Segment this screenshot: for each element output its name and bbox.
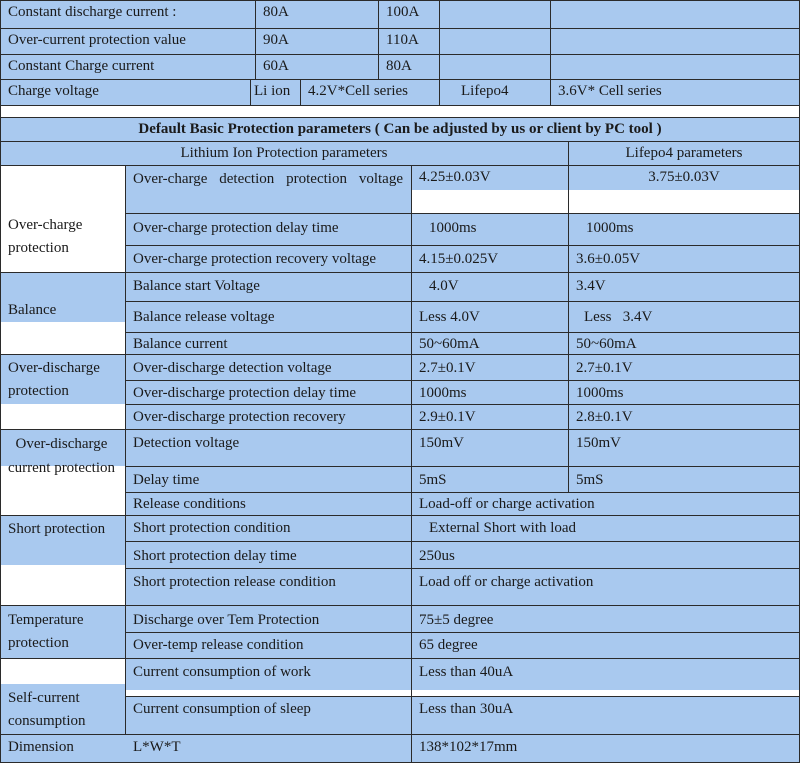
over-discharge-delay-li: 1000ms — [411, 380, 568, 404]
constant-charge-label: Constant Charge current — [0, 54, 255, 79]
constant-discharge-value-2: 100A — [378, 0, 439, 28]
group-temperature-protection: Temperature protection — [0, 605, 125, 658]
over-charge-delay-lfp: 1000ms — [568, 213, 800, 245]
over-discharge-recovery-lfp: 2.8±0.1V — [568, 404, 800, 429]
spacer-row — [0, 105, 800, 117]
balance-release-lfp: Less 3.4V — [568, 301, 800, 332]
over-charge-delay-label: Over-charge protection delay time — [125, 213, 411, 245]
charge-voltage-li-ion-label: Li ion — [250, 79, 300, 105]
dimension-format: L*W*T — [125, 734, 411, 763]
charge-voltage-lifepo4-value: 3.6V* Cell series — [550, 79, 800, 105]
over-current-label: Over-current protection value — [0, 28, 255, 54]
balance-start-label: Balance start Voltage — [125, 272, 411, 301]
over-temp-release-label: Over-temp release condition — [125, 632, 411, 658]
over-discharge-detection-label: Over-discharge detection voltage — [125, 354, 411, 380]
blank-cell — [550, 0, 800, 28]
release-conditions-value: Load-off or charge activation — [411, 492, 800, 515]
dimension-value: 138*102*17mm — [411, 734, 800, 763]
over-current-value-2: 110A — [378, 28, 439, 54]
over-discharge-detection-li: 2.7±0.1V — [411, 354, 568, 380]
section-title: Default Basic Protection parameters ( Can be adjusted by us or client by PC tool ) — [0, 117, 800, 141]
over-charge-delay-li: 1000ms — [411, 213, 568, 245]
group-over-discharge-protection: Over-discharge protection — [0, 354, 125, 404]
blank-cell — [439, 54, 550, 79]
blank-cell — [0, 565, 125, 605]
constant-discharge-label: Constant discharge current : — [0, 0, 255, 28]
over-discharge-recovery-label: Over-discharge protection recovery — [125, 404, 411, 429]
over-charge-recovery-label: Over-charge protection recovery voltage — [125, 245, 411, 272]
short-delay-value: 250us — [411, 541, 800, 568]
discharge-over-temp-label: Discharge over Tem Protection — [125, 605, 411, 632]
group-short-protection: Short protection — [0, 515, 125, 565]
over-discharge-recovery-li: 2.9±0.1V — [411, 404, 568, 429]
balance-start-li: 4.0V — [411, 272, 568, 301]
blank-cell — [439, 28, 550, 54]
consumption-sleep-label: Current consumption of sleep — [125, 696, 411, 734]
balance-release-label: Balance release voltage — [125, 301, 411, 332]
blank-cell — [568, 190, 800, 213]
over-temp-release-value: 65 degree — [411, 632, 800, 658]
balance-current-li: 50~60mA — [411, 332, 568, 354]
over-charge-detection-label: Over-charge detection protection voltage — [125, 165, 411, 213]
short-condition-value: External Short with load — [411, 515, 800, 541]
column-header-lithium-ion: Lithium Ion Protection parameters — [0, 141, 568, 165]
over-charge-recovery-lfp: 3.6±0.05V — [568, 245, 800, 272]
over-discharge-delay-lfp: 1000ms — [568, 380, 800, 404]
balance-current-label: Balance current — [125, 332, 411, 354]
group-over-discharge-current-protection: Over-discharge current protection — [7, 436, 116, 476]
consumption-sleep-value: Less than 30uA — [411, 696, 800, 734]
constant-charge-value-1: 60A — [255, 54, 378, 79]
blank-cell — [550, 28, 800, 54]
column-header-lifepo4: Lifepo4 parameters — [568, 141, 800, 165]
discharge-over-temp-value: 75±5 degree — [411, 605, 800, 632]
over-discharge-detection-lfp: 2.7±0.1V — [568, 354, 800, 380]
short-condition-label: Short protection condition — [125, 515, 411, 541]
short-release-label: Short protection release condition — [125, 568, 411, 605]
consumption-work-label: Current consumption of work — [125, 658, 411, 690]
charge-voltage-label: Charge voltage — [0, 79, 250, 105]
charge-voltage-lifepo4-label: Lifepo4 — [439, 79, 550, 105]
over-charge-detection-lfp: 3.75±0.03V — [568, 165, 800, 190]
blank-cell — [550, 54, 800, 79]
balance-start-lfp: 3.4V — [568, 272, 800, 301]
consumption-work-value: Less than 40uA — [411, 658, 800, 690]
blank-cell — [411, 190, 568, 213]
balance-release-li: Less 4.0V — [411, 301, 568, 332]
over-charge-recovery-li: 4.15±0.025V — [411, 245, 568, 272]
group-balance: Balance — [0, 272, 125, 322]
delay-time-lfp: 5mS — [568, 466, 800, 492]
detection-voltage-li: 150mV — [411, 429, 568, 466]
detection-voltage-label: Detection voltage — [125, 429, 411, 466]
short-release-value: Load off or charge activation — [411, 568, 800, 605]
release-conditions-label: Release conditions — [125, 492, 411, 515]
detection-voltage-lfp: 150mV — [568, 429, 800, 466]
group-over-charge-protection: Over-charge protection — [0, 165, 125, 272]
blank-cell — [0, 322, 125, 354]
dimension-label: Dimension — [0, 734, 125, 763]
constant-charge-value-2: 80A — [378, 54, 439, 79]
short-delay-label: Short protection delay time — [125, 541, 411, 568]
group-self-current-consumption: Self-current consumption — [0, 684, 125, 734]
delay-time-label: Delay time — [125, 466, 411, 492]
over-current-value-1: 90A — [255, 28, 378, 54]
blank-cell — [0, 658, 125, 684]
over-discharge-delay-label: Over-discharge protection delay time — [125, 380, 411, 404]
blank-cell — [0, 404, 125, 429]
charge-voltage-li-ion-value: 4.2V*Cell series — [300, 79, 439, 105]
over-charge-detection-li: 4.25±0.03V — [411, 165, 568, 190]
delay-time-li: 5mS — [411, 466, 568, 492]
blank-cell — [439, 0, 550, 28]
constant-discharge-value-1: 80A — [255, 0, 378, 28]
balance-current-lfp: 50~60mA — [568, 332, 800, 354]
